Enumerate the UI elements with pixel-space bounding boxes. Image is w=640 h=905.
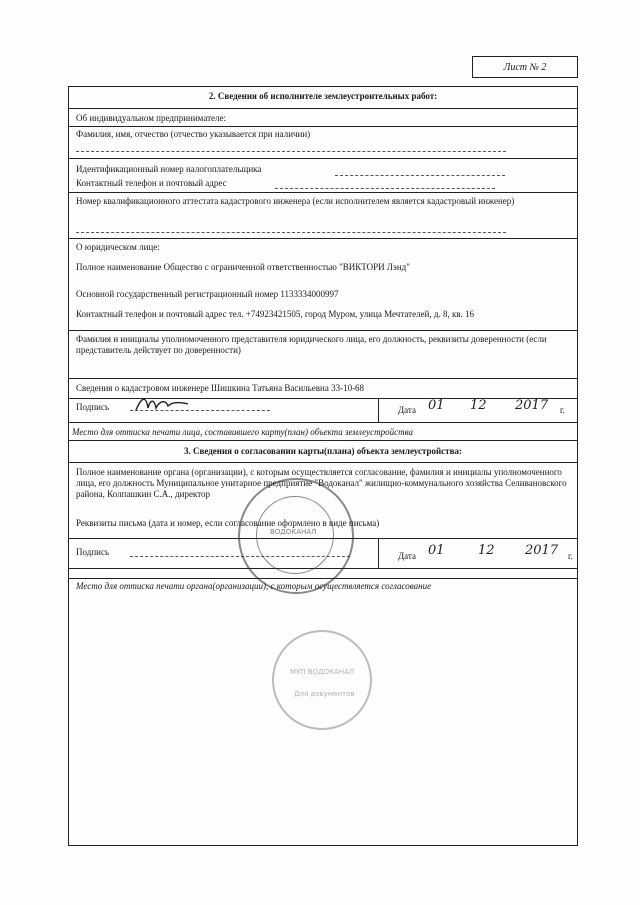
legal-label: О юридическом лице: bbox=[76, 242, 160, 252]
divider bbox=[68, 158, 578, 159]
section2-title: 2. Сведения об исполнителе землеустроительных работ: bbox=[208, 91, 438, 101]
divider bbox=[68, 440, 578, 441]
sheet-number-box bbox=[472, 56, 578, 78]
letter-label: Реквизиты письма (дата и номер, если согласование оформлено в виде письма) bbox=[76, 518, 380, 528]
fio-label: Фамилия, имя, отчество (отчество указывается при наличии) bbox=[76, 129, 311, 139]
faint-stamp-sub: Для документов bbox=[294, 690, 355, 698]
ogrn-text: Основной государственный регистрационный номер 1133334000997 bbox=[76, 289, 339, 299]
divider bbox=[68, 462, 578, 463]
date-label: Дата bbox=[398, 405, 416, 415]
date-day-3: 01 bbox=[428, 543, 445, 558]
org-text: Полное наименование органа (организации), с которым осуществляется согласование, фамилия и инициалы уполномоченного лица, его должность Муниципальное унитарное предприятие "Водоканал" жилищно-коммунального хозяйства Селивановского района, Колпашкин С.А., директор bbox=[76, 467, 567, 499]
inn-line bbox=[335, 175, 505, 176]
date-day: 01 bbox=[428, 398, 445, 413]
divider bbox=[68, 378, 578, 379]
divider bbox=[68, 192, 578, 193]
divider bbox=[68, 108, 578, 109]
attestat-line bbox=[76, 232, 506, 233]
faint-stamp-text: МУП ВОДОКАНАЛ bbox=[290, 668, 355, 676]
stamp-note: Место для оттиска печати лица, составившего карту(план) объекта землеустройства bbox=[72, 427, 413, 437]
signature-mark bbox=[132, 394, 192, 416]
contact-text: Контактный телефон и почтовый адрес тел. +74923421505, город Муром, улица Мечтателей, д. 8, кв. 16 bbox=[76, 309, 475, 319]
stamp-text: ВОДОКАНАЛ bbox=[270, 528, 317, 536]
contact-line bbox=[275, 188, 495, 189]
divider bbox=[68, 330, 578, 331]
date-label-3: Дата bbox=[398, 551, 416, 561]
date-suffix: г. bbox=[560, 405, 565, 415]
attestat-label: Номер квалификационного аттестата кадастрового инженера (если исполнителем является кадастровый инженер) bbox=[76, 196, 515, 206]
date-year-3: 2017 bbox=[525, 543, 559, 558]
engineer-text: Сведения о кадастровом инженере Шишкина Татьяна Васильевна 33-10-68 bbox=[76, 383, 365, 393]
date-month-3: 12 bbox=[478, 543, 495, 558]
date-suffix-3: г. bbox=[568, 551, 573, 561]
signature-label: Подпись bbox=[76, 402, 110, 412]
fullname-text: Полное наименование Общество с ограниченной ответственностью "ВИКТОРИ Лэнд" bbox=[76, 262, 410, 272]
date-month: 12 bbox=[470, 398, 487, 413]
divider bbox=[68, 422, 578, 423]
fio-line bbox=[76, 151, 506, 152]
date-year: 2017 bbox=[515, 398, 549, 413]
signature-label-3: Подпись bbox=[76, 547, 110, 557]
individual-label: Об индивидуальном предпринимателе: bbox=[76, 113, 226, 123]
date-cell-divider bbox=[378, 398, 379, 422]
section3-title: 3. Сведения о согласовании карты(плана) объекта землеустройства: bbox=[184, 446, 462, 456]
date-cell-divider bbox=[378, 538, 379, 568]
stamp-note-3: Место для оттиска печати органа(организации), с которым осуществляется согласование bbox=[76, 581, 432, 591]
representative-label: Фамилия и инициалы уполномоченного представителя юридического лица, его должность, реквизиты доверенности (если представитель действует по доверенности) bbox=[76, 334, 547, 355]
sheet-number: Лист № 2 bbox=[503, 61, 547, 73]
contact-label: Контактный телефон и почтовый адрес bbox=[76, 178, 227, 188]
faint-stamp bbox=[272, 630, 372, 730]
inn-label: Идентификационный номер налогоплательщика bbox=[76, 164, 262, 174]
divider bbox=[68, 238, 578, 239]
divider bbox=[68, 126, 578, 127]
